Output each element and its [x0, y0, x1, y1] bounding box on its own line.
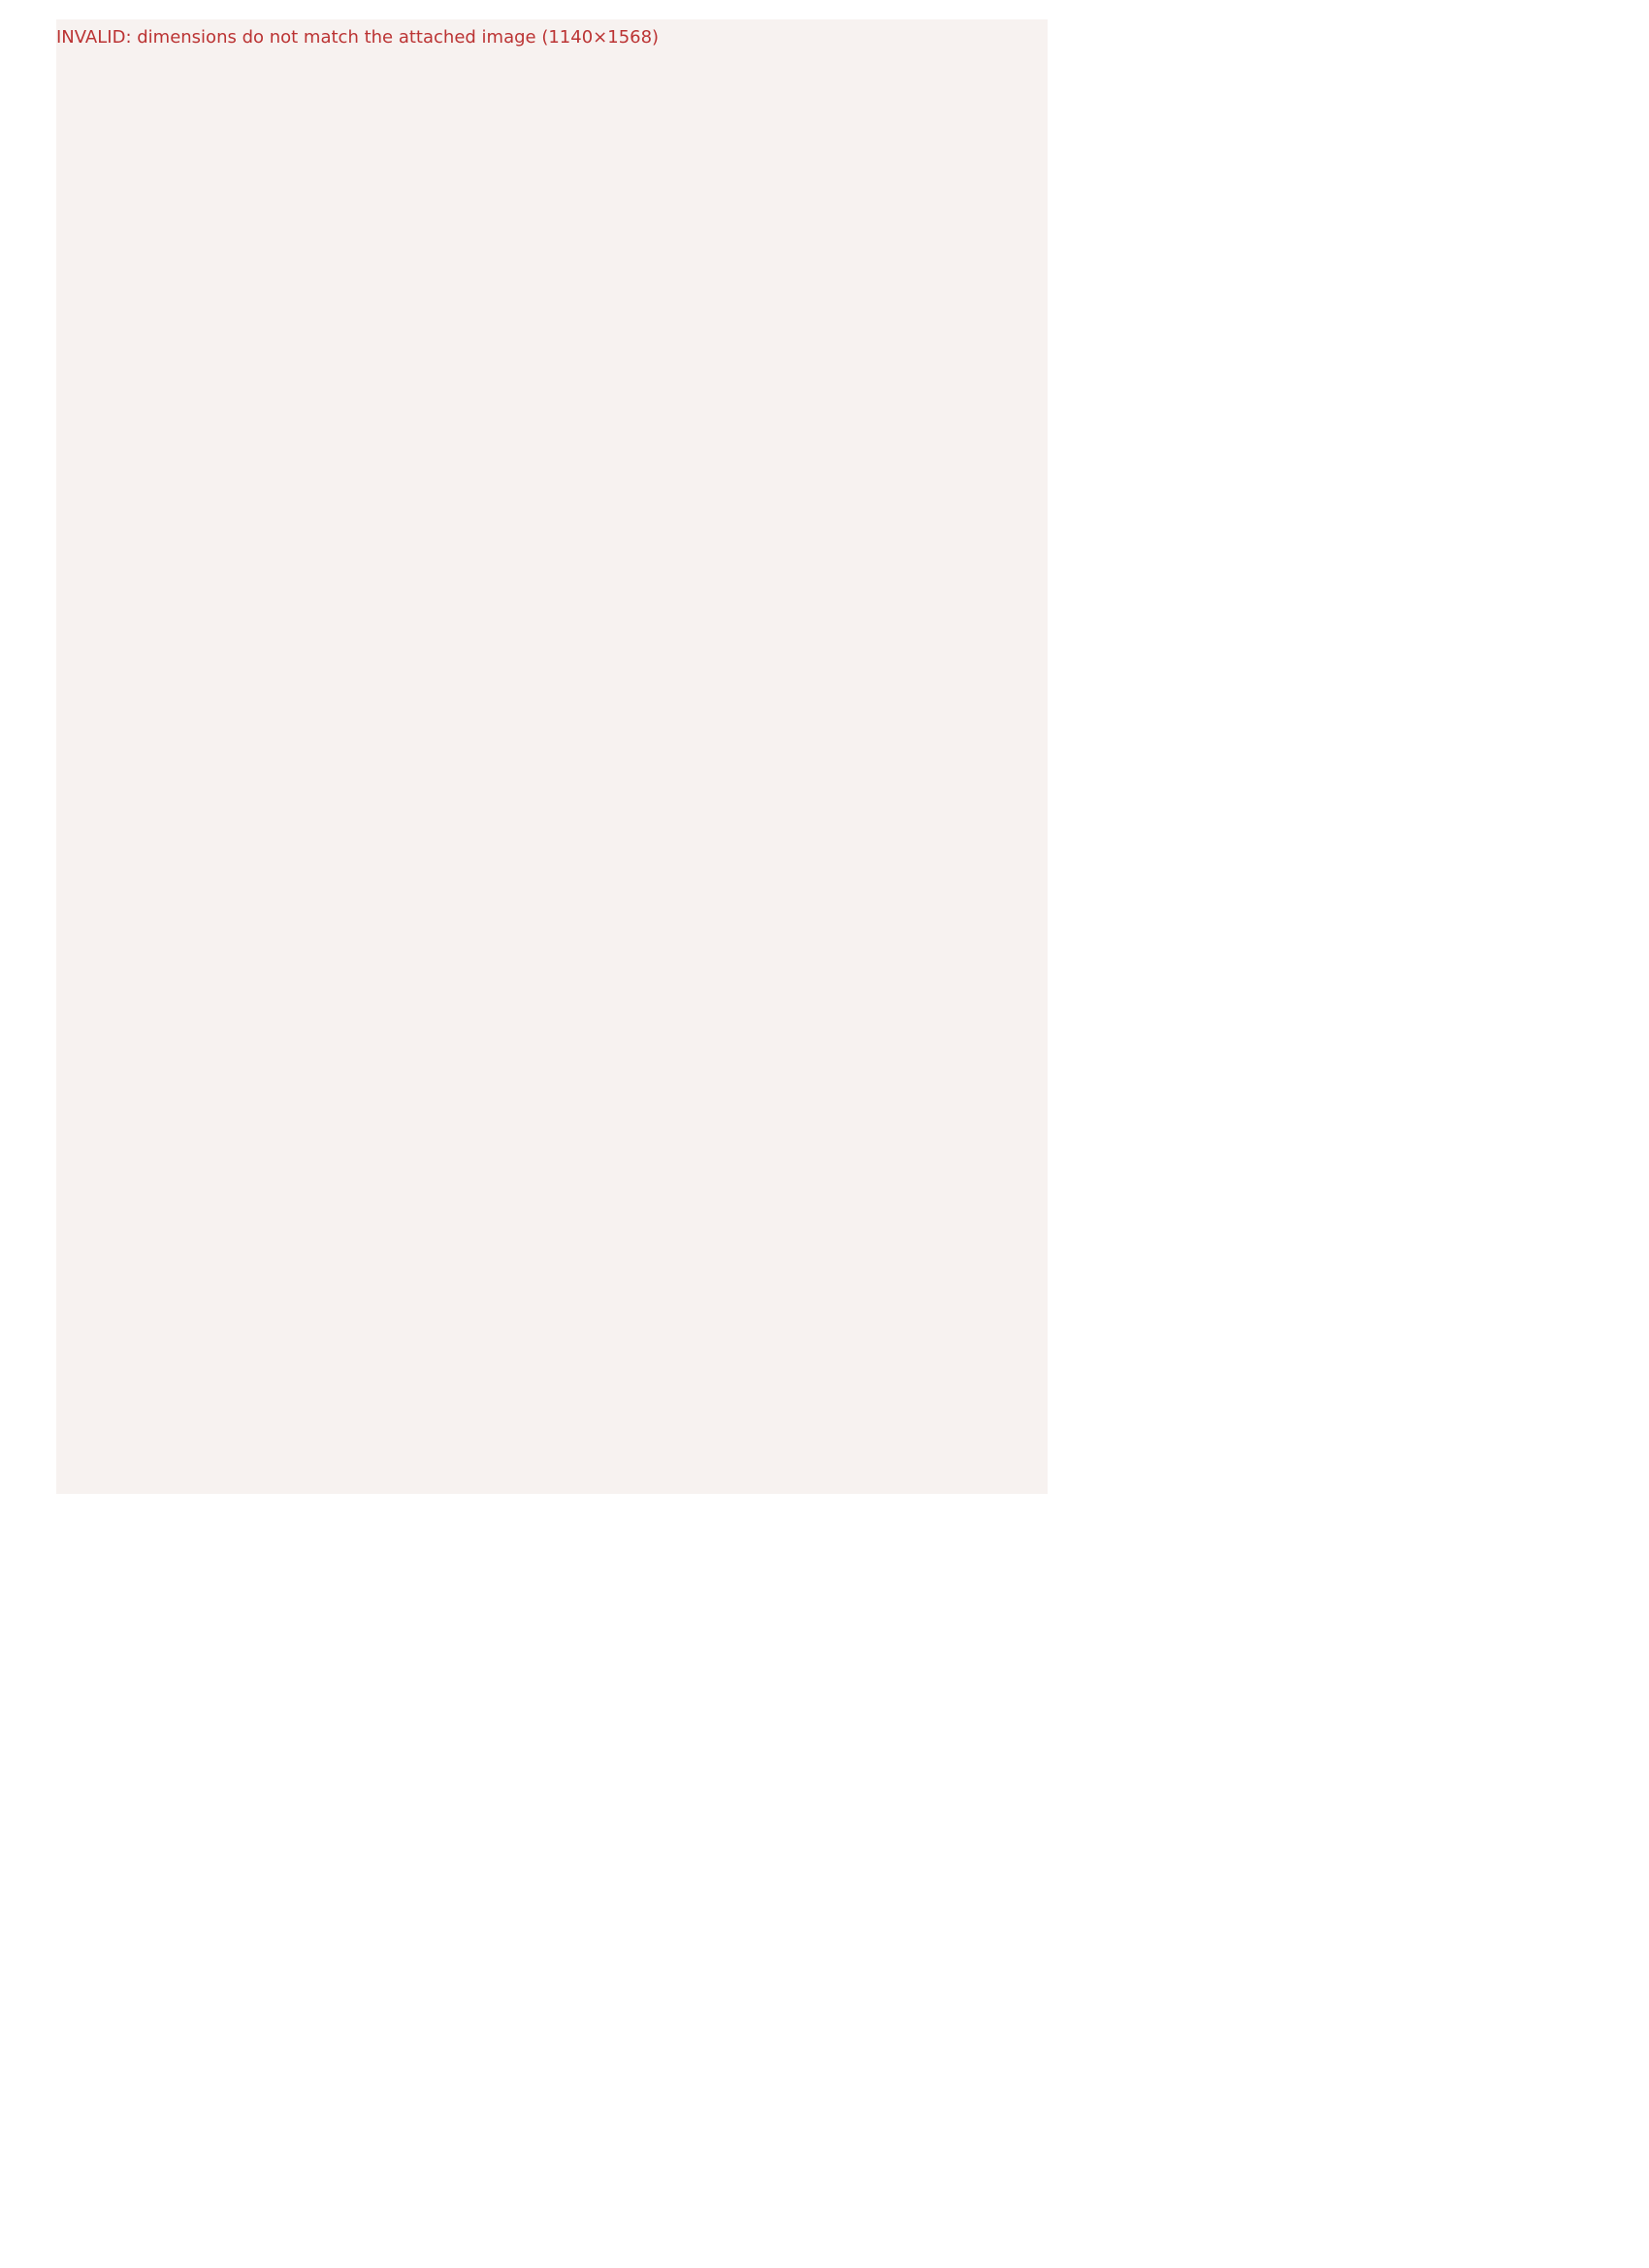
document-page: [56, 19, 1048, 1494]
error-message: INVALID: dimensions do not match the attached image (1140×1568): [56, 27, 660, 48]
